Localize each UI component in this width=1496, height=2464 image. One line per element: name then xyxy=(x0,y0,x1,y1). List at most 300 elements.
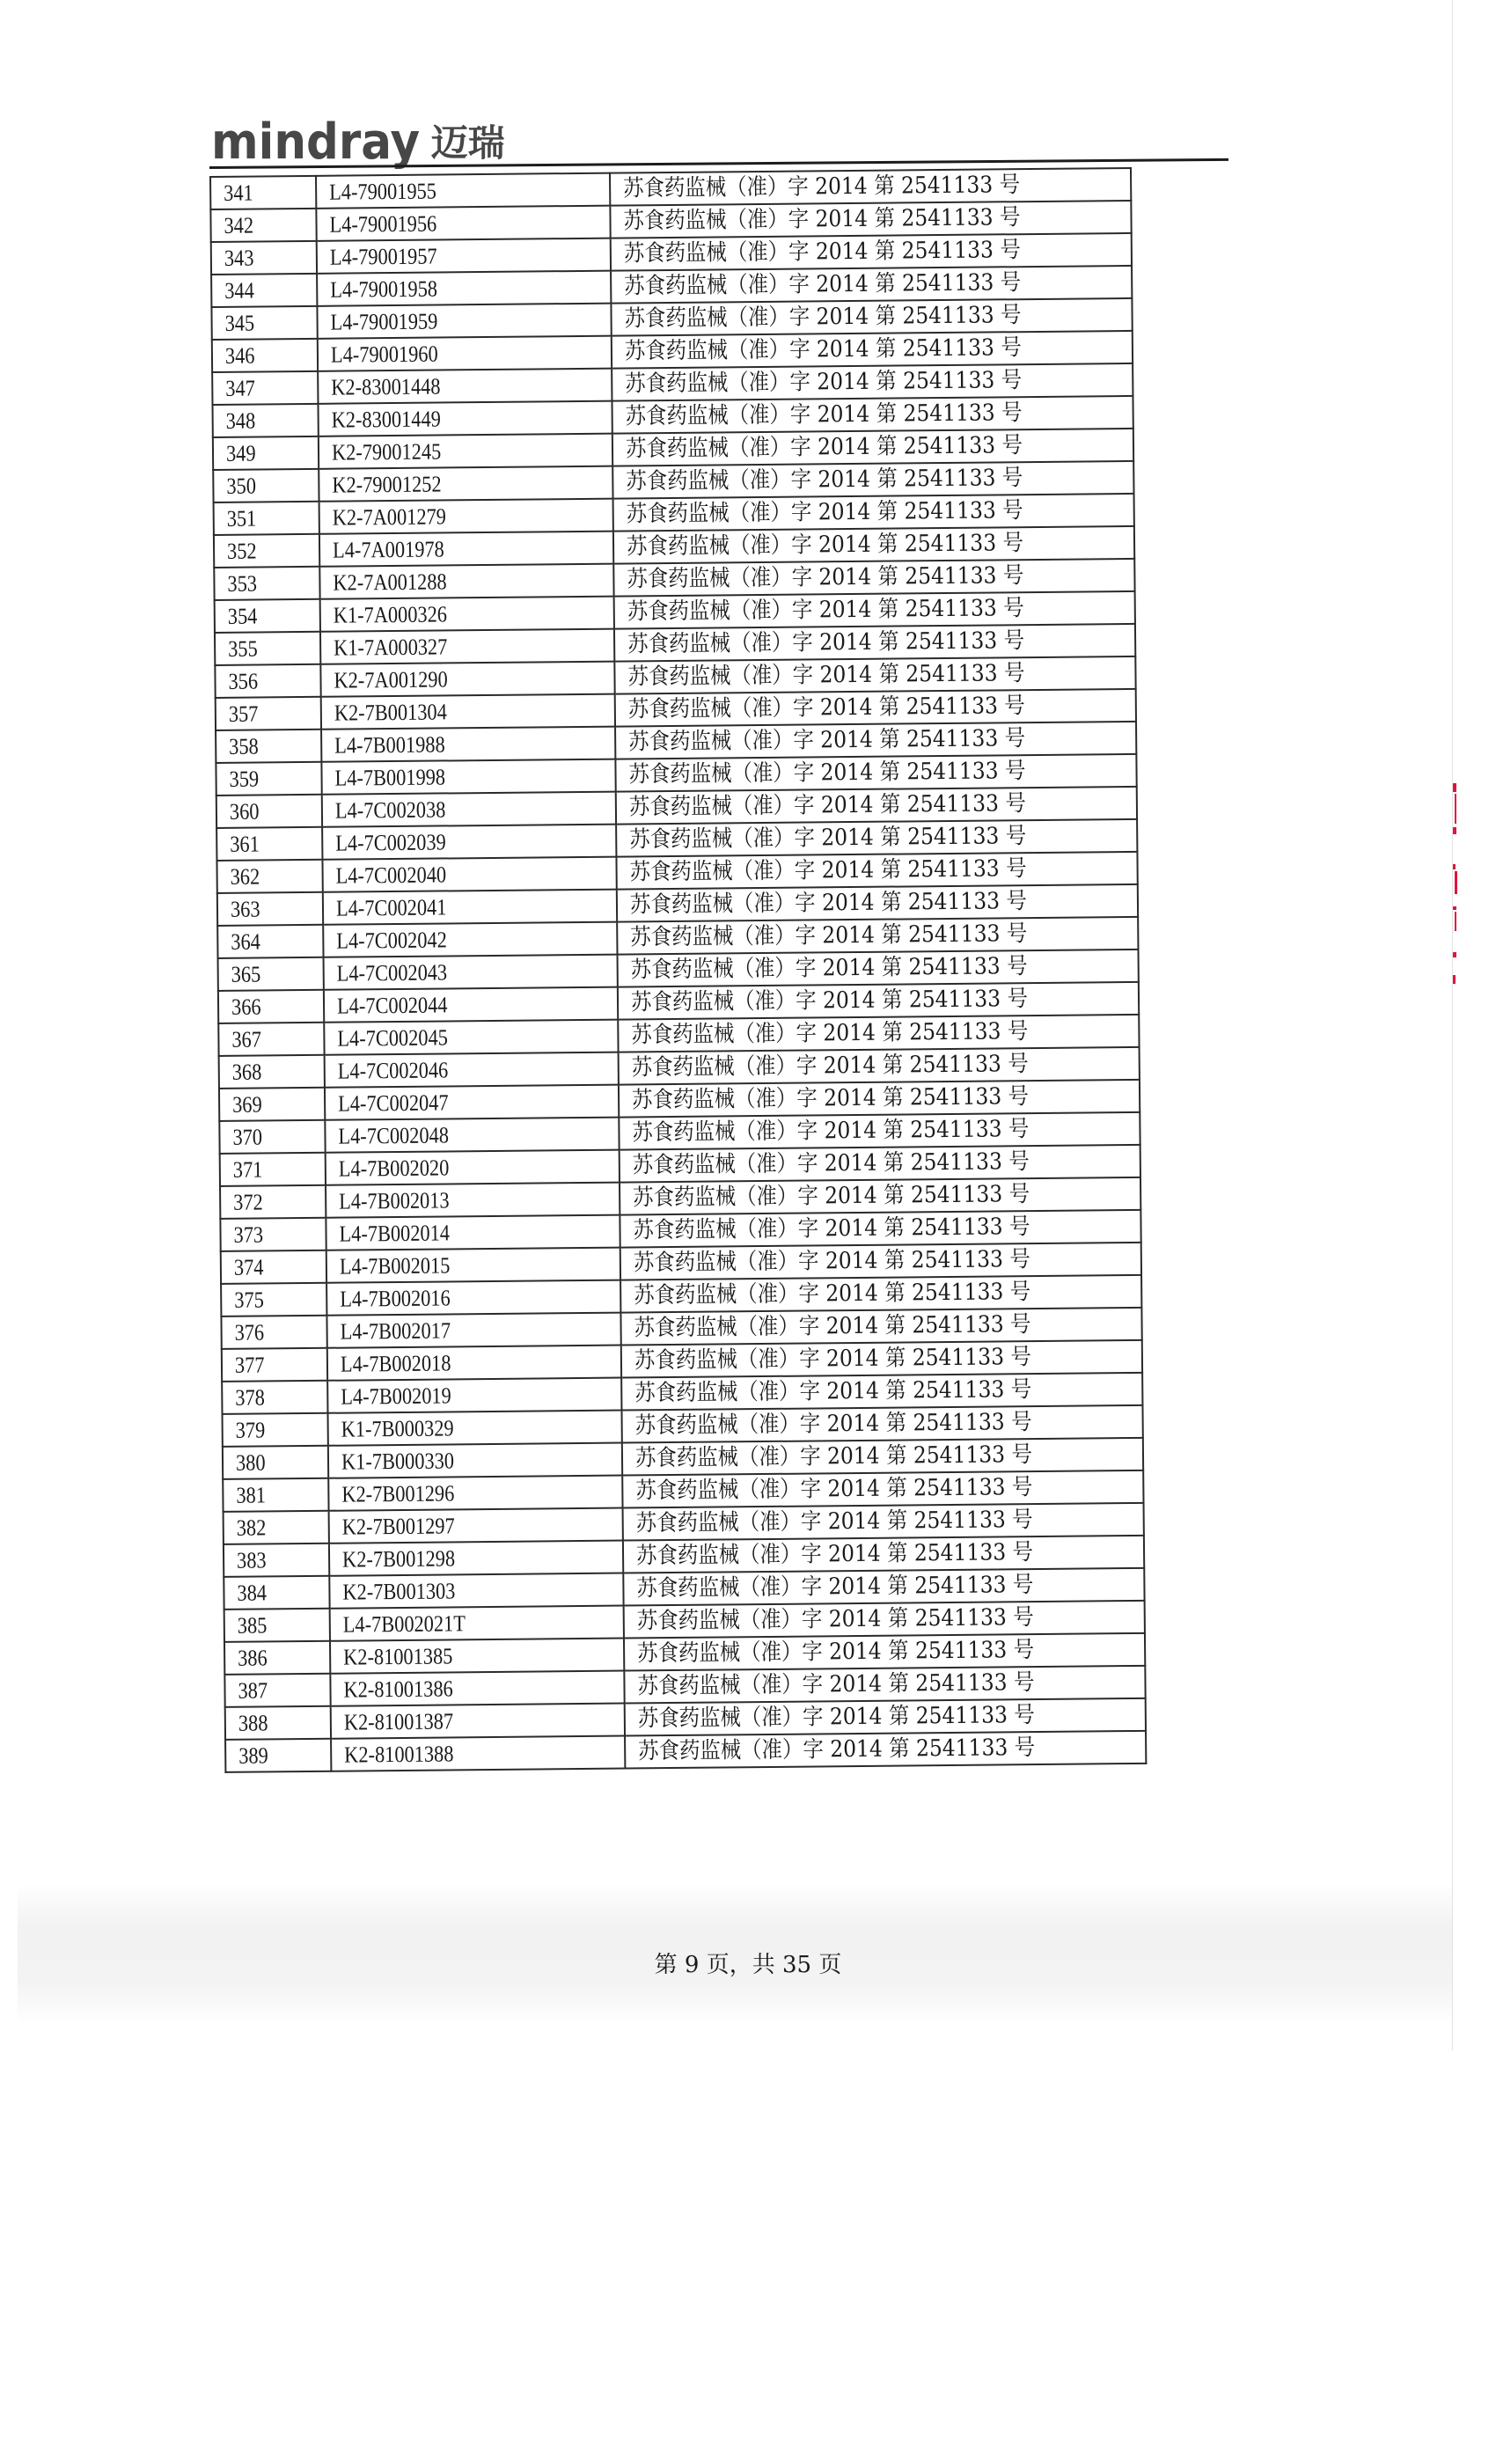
row-number-cell-text: 355 xyxy=(228,635,258,662)
registration-number-cell xyxy=(621,1373,1142,1411)
registration-number-cell xyxy=(611,298,1132,336)
product-code-cell-text: K1-7A000327 xyxy=(334,634,448,661)
row-number-cell-text: 359 xyxy=(229,766,260,792)
product-code-cell xyxy=(323,922,617,957)
row-number-cell-text: 387 xyxy=(238,1677,268,1704)
registration-number-cell-text: 苏食药监械（准）字 2014 第 2541133 号 xyxy=(624,302,1022,333)
row-number-cell-text: 369 xyxy=(231,1091,262,1118)
row-number-cell xyxy=(222,1381,327,1414)
row-number-cell-text: 386 xyxy=(238,1645,268,1671)
row-number-cell-text: 384 xyxy=(237,1580,268,1606)
registration-number-cell-text: 苏食药监械（准）字 2014 第 2541133 号 xyxy=(633,1214,1030,1244)
registration-number-cell xyxy=(619,1080,1140,1118)
registration-number-cell xyxy=(625,1731,1146,1769)
registration-number-cell xyxy=(625,1698,1146,1736)
product-code-cell xyxy=(318,336,612,371)
registration-number-cell-text: 苏食药监械（准）字 2014 第 2541133 号 xyxy=(627,627,1025,658)
product-code-cell xyxy=(329,1508,623,1544)
product-code-cell-text: L4-79001958 xyxy=(330,275,438,303)
row-number-cell xyxy=(221,1283,326,1316)
registration-number-cell xyxy=(616,852,1137,890)
registration-number-cell-text: 苏食药监械（准）字 2014 第 2541133 号 xyxy=(638,1734,1036,1765)
row-number-cell xyxy=(222,1348,327,1382)
registration-number-cell xyxy=(623,1503,1144,1541)
registration-number-cell-text: 苏食药监械（准）字 2014 第 2541133 号 xyxy=(637,1669,1035,1700)
product-code-cell xyxy=(316,206,610,241)
row-number-cell-text: 343 xyxy=(224,245,254,271)
row-number-cell xyxy=(219,1055,325,1089)
product-code-cell xyxy=(316,173,610,209)
row-number-cell xyxy=(224,1544,329,1577)
product-code-cell-text: L4-79001957 xyxy=(329,243,437,270)
product-code-cell xyxy=(325,1052,619,1088)
row-number-cell-text: 385 xyxy=(237,1612,268,1639)
product-code-cell xyxy=(328,1443,622,1478)
registration-number-cell-text: 苏食药监械（准）字 2014 第 2541133 号 xyxy=(624,334,1022,365)
row-number-cell-text: 345 xyxy=(224,310,255,336)
row-number-cell-text: 356 xyxy=(228,668,259,694)
registration-number-cell xyxy=(620,1177,1140,1215)
row-number-cell-text: 377 xyxy=(234,1352,265,1378)
row-number-cell xyxy=(224,1511,329,1544)
product-code-cell-text: K1-7B000329 xyxy=(341,1415,454,1442)
product-code-cell-text: K2-79001245 xyxy=(331,438,442,466)
row-number-cell xyxy=(216,827,322,861)
registration-number-cell xyxy=(611,266,1132,304)
registration-number-cell xyxy=(619,1112,1140,1150)
row-number-cell-text: 360 xyxy=(229,798,260,825)
row-number-cell xyxy=(215,664,320,698)
registration-number-cell xyxy=(617,917,1138,955)
row-number-cell-text: 361 xyxy=(230,831,260,857)
product-code-cell xyxy=(319,466,612,502)
product-code-cell-text: L4-7B002013 xyxy=(339,1187,450,1214)
row-number-cell xyxy=(217,892,323,926)
row-number-cell xyxy=(221,1250,326,1284)
row-number-cell xyxy=(218,1023,324,1056)
registration-number-cell xyxy=(620,1275,1141,1313)
registration-number-cell-text: 苏食药监械（准）字 2014 第 2541133 号 xyxy=(629,823,1027,854)
row-number-cell xyxy=(210,176,316,209)
registration-number-cell xyxy=(613,526,1134,564)
product-code-cell xyxy=(330,1671,624,1706)
registration-number-cell-text: 苏食药监械（准）字 2014 第 2541133 号 xyxy=(625,432,1023,463)
product-code-cell xyxy=(319,434,612,469)
registration-number-cell-text: 苏食药监械（准）字 2014 第 2541133 号 xyxy=(634,1409,1032,1440)
row-number-cell xyxy=(224,1576,329,1610)
row-number-cell xyxy=(212,371,318,405)
registration-number-cell-text: 苏食药监械（准）字 2014 第 2541133 号 xyxy=(630,953,1028,984)
registration-number-cell-text: 苏食药监械（准）字 2014 第 2541133 号 xyxy=(636,1604,1034,1635)
product-code-cell-text: K2-7B001298 xyxy=(341,1545,456,1573)
product-code-cell xyxy=(327,1378,621,1413)
registration-number-cell xyxy=(619,1047,1140,1085)
row-number-cell xyxy=(221,1316,326,1349)
registration-number-cell-text: 苏食药监械（准）字 2014 第 2541133 号 xyxy=(635,1539,1034,1570)
product-code-cell-text: K2-81001385 xyxy=(343,1643,453,1670)
registration-number-cell-text: 苏食药监械（准）字 2014 第 2541133 号 xyxy=(635,1474,1033,1505)
registration-number-cell-text: 苏食药监械（准）字 2014 第 2541133 号 xyxy=(634,1376,1032,1407)
product-code-cell xyxy=(319,532,613,567)
product-code-cell-text: L4-7B001988 xyxy=(334,731,445,759)
row-number-cell xyxy=(220,1185,326,1219)
product-code-cell xyxy=(322,857,616,892)
row-number-cell xyxy=(223,1413,328,1447)
registration-number-cell-text: 苏食药监械（准）字 2014 第 2541133 号 xyxy=(629,888,1028,919)
product-code-cell-text: L4-7B001998 xyxy=(334,764,446,791)
registration-number-cell-text: 苏食药监械（准）字 2014 第 2541133 号 xyxy=(634,1344,1031,1375)
registration-number-cell xyxy=(620,1308,1141,1346)
registration-number-cell xyxy=(612,429,1133,466)
product-code-cell xyxy=(318,369,612,404)
row-number-cell-text: 362 xyxy=(230,863,260,890)
row-number-cell-text: 389 xyxy=(238,1742,268,1769)
row-number-cell-text: 351 xyxy=(226,505,257,532)
row-number-cell xyxy=(218,990,324,1023)
product-code-cell-text: K2-7B001296 xyxy=(341,1480,455,1507)
registration-number-cell-text: 苏食药监械（准）字 2014 第 2541133 号 xyxy=(633,1246,1030,1277)
registration-number-cell xyxy=(613,494,1134,532)
product-code-cell-text: L4-7B002017 xyxy=(340,1317,451,1345)
product-code-cell-text: L4-7B002018 xyxy=(340,1350,451,1377)
registration-number-cell-text: 苏食药监械（准）字 2014 第 2541133 号 xyxy=(623,172,1021,202)
registration-number-cell-text: 苏食药监械（准）字 2014 第 2541133 号 xyxy=(630,986,1029,1016)
product-code-cell xyxy=(318,401,612,436)
row-number-cell-text: 382 xyxy=(236,1514,267,1541)
row-number-cell-text: 370 xyxy=(232,1124,263,1150)
row-number-cell-text: 357 xyxy=(228,700,259,727)
registration-number-cell-text: 苏食药监械（准）字 2014 第 2541133 号 xyxy=(627,660,1025,691)
registration-number-cell-text: 苏食药监械（准）字 2014 第 2541133 号 xyxy=(636,1637,1035,1668)
product-code-cell xyxy=(317,304,611,339)
registration-number-cell-text: 苏食药监械（准）字 2014 第 2541133 号 xyxy=(626,497,1023,528)
product-code-cell-text: L4-7B002015 xyxy=(339,1252,451,1280)
row-number-cell xyxy=(216,730,321,763)
registration-number-cell-text: 苏食药监械（准）字 2014 第 2541133 号 xyxy=(629,855,1027,886)
product-code-cell-text: L4-79001960 xyxy=(330,341,438,368)
row-number-cell xyxy=(211,274,317,307)
registration-number-cell xyxy=(615,722,1136,759)
registration-number-cell xyxy=(623,1568,1144,1606)
product-code-cell xyxy=(322,825,616,860)
registration-number-cell xyxy=(616,819,1137,857)
registration-number-cell-text: 苏食药监械（准）字 2014 第 2541133 号 xyxy=(631,1051,1029,1082)
row-number-cell xyxy=(216,860,322,893)
product-code-cell-text: K2-79001252 xyxy=(332,471,442,498)
row-number-cell xyxy=(210,209,316,242)
product-code-cell-text: L4-7B002021T xyxy=(342,1610,466,1638)
row-number-cell-text: 365 xyxy=(231,961,261,987)
row-number-cell xyxy=(223,1446,328,1479)
product-code-cell xyxy=(324,1020,618,1055)
product-code-cell-text: L4-79001955 xyxy=(329,178,437,205)
product-code-cell xyxy=(323,890,617,925)
registration-number-cell xyxy=(613,559,1134,597)
row-number-cell-text: 383 xyxy=(236,1547,267,1573)
registration-number-cell xyxy=(616,787,1137,825)
product-code-cell-text: L4-79001956 xyxy=(329,210,437,238)
row-number-cell xyxy=(213,469,319,502)
registration-number-cell xyxy=(618,1015,1139,1052)
product-code-cell xyxy=(320,597,614,632)
product-code-cell-text: L4-7C002043 xyxy=(336,959,448,986)
product-code-cell-text: K2-7B001303 xyxy=(342,1578,456,1605)
registration-number-cell xyxy=(611,233,1132,271)
product-code-cell xyxy=(329,1541,623,1576)
product-code-cell xyxy=(317,238,611,274)
product-code-cell xyxy=(325,1085,619,1120)
product-code-cell xyxy=(330,1606,624,1641)
product-code-cell-text: K1-7B000330 xyxy=(341,1448,455,1475)
registration-number-cell-text: 苏食药监械（准）字 2014 第 2541133 号 xyxy=(623,237,1021,268)
row-number-cell-text: 378 xyxy=(235,1384,266,1411)
row-number-cell-text: 364 xyxy=(231,928,261,955)
registration-number-cell-text: 苏食药监械（准）字 2014 第 2541133 号 xyxy=(623,204,1021,235)
product-code-cell xyxy=(324,955,618,990)
product-code-cell xyxy=(317,271,611,306)
row-number-cell xyxy=(215,632,320,665)
row-number-cell-text: 379 xyxy=(235,1417,266,1443)
product-code-cell xyxy=(326,1150,620,1185)
row-number-cell-text: 354 xyxy=(227,603,258,629)
registration-number-cell xyxy=(622,1470,1143,1508)
row-number-cell xyxy=(223,1478,328,1512)
red-seal-fragment xyxy=(1453,766,1462,986)
product-code-cell-text: L4-7B002016 xyxy=(340,1285,451,1312)
page-number-footer xyxy=(0,1947,1496,1979)
product-code-cell-text: L4-7B002019 xyxy=(341,1382,451,1410)
page-number-text: 第 9 页，共 35 页 xyxy=(654,1952,842,1978)
registration-number-cell xyxy=(615,754,1136,792)
registration-number-cell-text: 苏食药监械（准）字 2014 第 2541133 号 xyxy=(631,1018,1029,1049)
product-code-cell-text: L4-7C002042 xyxy=(336,927,447,954)
row-number-cell-text: 363 xyxy=(230,896,260,922)
row-number-cell-text: 368 xyxy=(231,1059,262,1085)
product-code-cell xyxy=(326,1280,620,1316)
row-number-cell-text: 374 xyxy=(233,1254,264,1280)
row-number-cell-text: 352 xyxy=(226,538,257,564)
row-number-cell-text: 347 xyxy=(225,375,255,401)
registration-number-cell xyxy=(615,689,1136,727)
row-number-cell xyxy=(214,534,319,568)
row-number-cell-text: 366 xyxy=(231,994,261,1020)
product-code-cell-text: L4-79001959 xyxy=(330,308,438,335)
product-code-cell xyxy=(326,1248,620,1283)
registration-table xyxy=(209,167,1147,1773)
registration-number-cell-text: 苏食药监械（准）字 2014 第 2541133 号 xyxy=(627,562,1024,593)
logo-chinese-text: 迈瑞 xyxy=(430,121,505,165)
row-number-cell-text: 353 xyxy=(227,570,258,597)
registration-number-cell xyxy=(610,168,1131,206)
row-number-cell xyxy=(220,1153,326,1186)
registration-number-cell-text: 苏食药监械（准）字 2014 第 2541133 号 xyxy=(633,1181,1030,1212)
product-code-cell-text: L4-7C002040 xyxy=(335,862,447,889)
registration-number-cell xyxy=(624,1633,1145,1671)
registration-number-cell-text: 苏食药监械（准）字 2014 第 2541133 号 xyxy=(634,1279,1031,1309)
product-code-cell xyxy=(319,499,613,534)
registration-number-cell xyxy=(620,1243,1141,1280)
registration-number-cell-text: 苏食药监械（准）字 2014 第 2541133 号 xyxy=(624,269,1022,300)
row-number-cell xyxy=(219,1088,325,1121)
registration-number-cell-text: 苏食药监械（准）字 2014 第 2541133 号 xyxy=(636,1572,1034,1602)
row-number-cell xyxy=(213,436,319,470)
registration-number-cell xyxy=(612,331,1133,369)
row-number-cell-text: 348 xyxy=(225,407,256,434)
product-code-cell xyxy=(321,694,615,730)
row-number-cell xyxy=(224,1609,330,1642)
product-code-cell-text: K2-7B001297 xyxy=(341,1513,455,1540)
registration-number-cell-text: 苏食药监械（准）字 2014 第 2541133 号 xyxy=(625,367,1023,398)
registration-number-cell-text: 苏食药监械（准）字 2014 第 2541133 号 xyxy=(626,465,1023,495)
product-code-cell-text: L4-7A001978 xyxy=(332,536,444,563)
registration-number-cell-text: 苏食药监械（准）字 2014 第 2541133 号 xyxy=(625,400,1023,430)
row-number-cell xyxy=(216,697,321,730)
row-number-cell xyxy=(211,306,317,340)
product-code-cell-text: K2-81001387 xyxy=(343,1708,454,1735)
product-code-cell-text: L4-7B002014 xyxy=(339,1220,451,1247)
registration-number-cell xyxy=(621,1405,1142,1443)
registration-number-cell-text: 苏食药监械（准）字 2014 第 2541133 号 xyxy=(637,1702,1035,1733)
row-number-cell xyxy=(214,502,319,535)
product-code-cell-text: K2-7B001304 xyxy=(334,699,447,726)
product-code-cell xyxy=(330,1639,624,1674)
registration-number-cell-text: 苏食药监械（准）字 2014 第 2541133 号 xyxy=(632,1148,1030,1179)
product-code-cell-text: L4-7C002045 xyxy=(337,1024,449,1052)
row-number-cell-text: 346 xyxy=(224,342,255,369)
product-code-cell-text: L4-7C002046 xyxy=(337,1057,449,1084)
registration-number-cell-text: 苏食药监械（准）字 2014 第 2541133 号 xyxy=(628,758,1026,788)
row-number-cell xyxy=(216,795,322,828)
table-body xyxy=(210,168,1146,1772)
row-number-cell-text: 381 xyxy=(236,1482,267,1508)
product-code-cell xyxy=(331,1736,625,1771)
product-code-cell xyxy=(320,662,614,697)
registration-number-cell-text: 苏食药监械（准）字 2014 第 2541133 号 xyxy=(635,1507,1033,1537)
row-number-cell-text: 388 xyxy=(238,1710,268,1736)
registration-number-cell xyxy=(618,950,1139,987)
product-code-cell-text: K2-81001386 xyxy=(343,1676,453,1703)
registration-number-cell xyxy=(614,656,1135,694)
product-code-cell-text: L4-7C002044 xyxy=(336,992,448,1019)
product-code-cell-text: K2-83001448 xyxy=(331,373,441,400)
row-number-cell xyxy=(211,241,317,275)
row-number-cell xyxy=(214,567,319,600)
registration-number-cell-text: 苏食药监械（准）字 2014 第 2541133 号 xyxy=(627,595,1024,626)
registration-number-cell-text: 苏食药监械（准）字 2014 第 2541133 号 xyxy=(632,1116,1030,1147)
row-number-cell xyxy=(224,1641,330,1675)
registration-number-cell xyxy=(612,363,1133,401)
product-code-cell xyxy=(327,1346,621,1381)
product-code-cell-text: K2-83001449 xyxy=(331,406,442,433)
registration-number-cell xyxy=(618,982,1139,1020)
product-code-cell-text: K2-81001388 xyxy=(344,1741,454,1768)
registration-number-cell xyxy=(614,624,1135,662)
product-code-cell-text: L4-7C002048 xyxy=(338,1122,450,1149)
product-registration-table xyxy=(209,167,1147,1773)
row-number-cell xyxy=(216,762,321,796)
product-code-cell-text: L4-7B002020 xyxy=(338,1155,450,1182)
row-number-cell xyxy=(220,1218,326,1251)
product-code-cell xyxy=(328,1476,622,1511)
product-code-cell xyxy=(328,1411,622,1446)
row-number-cell-text: 373 xyxy=(233,1221,264,1248)
product-code-cell xyxy=(324,987,618,1023)
registration-number-cell xyxy=(620,1145,1140,1183)
registration-number-cell xyxy=(612,461,1133,499)
product-code-cell xyxy=(326,1313,620,1348)
registration-number-cell-text: 苏食药监械（准）字 2014 第 2541133 号 xyxy=(630,920,1028,951)
row-number-cell-text: 341 xyxy=(224,180,253,206)
product-code-cell-text: K1-7A000326 xyxy=(333,601,448,628)
registration-number-cell xyxy=(610,201,1131,238)
row-number-cell xyxy=(225,1706,331,1740)
registration-number-cell-text: 苏食药监械（准）字 2014 第 2541133 号 xyxy=(631,1083,1030,1114)
scan-page-edge xyxy=(1452,0,1453,2050)
row-number-cell-text: 372 xyxy=(233,1189,263,1215)
registration-number-cell xyxy=(624,1666,1145,1704)
product-code-cell xyxy=(321,759,615,795)
row-number-cell-text: 376 xyxy=(234,1319,265,1346)
registration-number-cell xyxy=(617,884,1138,922)
row-number-cell xyxy=(212,404,318,437)
row-number-cell xyxy=(224,1674,330,1707)
row-number-cell xyxy=(215,599,320,633)
row-number-cell-text: 358 xyxy=(229,733,259,759)
product-code-cell-text: K2-7A001288 xyxy=(333,568,447,596)
product-code-cell xyxy=(326,1215,620,1250)
row-number-cell xyxy=(219,1120,325,1154)
row-number-cell xyxy=(217,925,323,958)
row-number-cell-text: 350 xyxy=(226,473,257,499)
row-number-cell-text: 349 xyxy=(225,440,256,466)
row-number-cell xyxy=(218,957,324,991)
product-code-cell xyxy=(321,727,615,762)
row-number-cell-text: 367 xyxy=(231,1026,262,1052)
registration-number-cell xyxy=(620,1210,1140,1248)
row-number-cell xyxy=(212,339,318,372)
registration-number-cell-text: 苏食药监械（准）字 2014 第 2541133 号 xyxy=(626,530,1024,561)
registration-number-cell xyxy=(614,591,1135,629)
registration-number-cell-text: 苏食药监械（准）字 2014 第 2541133 号 xyxy=(627,693,1025,723)
registration-number-cell xyxy=(621,1340,1142,1378)
row-number-cell-text: 380 xyxy=(235,1449,266,1476)
row-number-cell-text: 371 xyxy=(232,1156,263,1183)
product-code-cell-text: K2-7A001279 xyxy=(332,503,447,531)
product-code-cell xyxy=(322,792,616,827)
mindray-logo xyxy=(211,106,505,171)
logo-latin-text: mindray xyxy=(211,114,421,171)
registration-number-cell xyxy=(612,396,1133,434)
registration-number-cell-text: 苏食药监械（准）字 2014 第 2541133 号 xyxy=(628,790,1026,821)
registration-number-cell xyxy=(624,1601,1145,1639)
registration-number-cell-text: 苏食药监械（准）字 2014 第 2541133 号 xyxy=(628,725,1026,756)
row-number-cell xyxy=(225,1739,331,1772)
row-number-cell-text: 344 xyxy=(224,277,254,304)
registration-number-cell xyxy=(622,1438,1143,1476)
product-code-cell-text: L4-7C002047 xyxy=(337,1089,449,1117)
product-code-cell xyxy=(319,564,613,599)
product-code-cell xyxy=(320,629,614,664)
product-code-cell xyxy=(329,1573,623,1609)
row-number-cell-text: 342 xyxy=(224,212,254,238)
product-code-cell-text: L4-7C002041 xyxy=(335,894,447,921)
product-code-cell-text: L4-7C002038 xyxy=(334,796,446,824)
product-code-cell xyxy=(326,1183,620,1218)
product-code-cell-text: L4-7C002039 xyxy=(335,829,446,856)
registration-number-cell-text: 苏食药监械（准）字 2014 第 2541133 号 xyxy=(634,1311,1031,1342)
product-code-cell xyxy=(331,1704,625,1739)
registration-number-cell xyxy=(623,1536,1144,1573)
